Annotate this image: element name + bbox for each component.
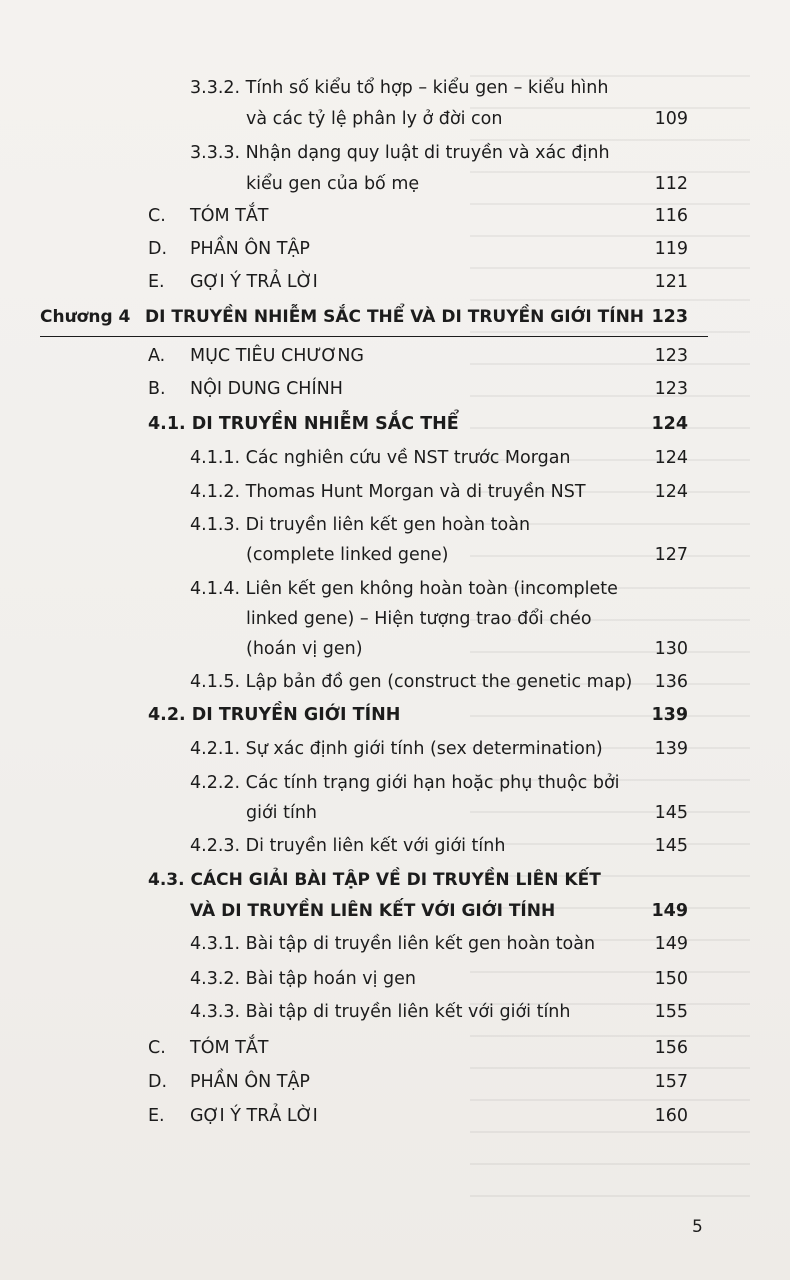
toc-entry-noi-dung: NỘI DUNG CHÍNH: [190, 379, 343, 399]
toc-entry-4-1-4-line2: linked gene) – Hiện tượng trao đổi chéo: [246, 609, 592, 629]
toc-page-c3-on-tap: 119: [654, 239, 688, 259]
toc-page-3-3-2: 109: [654, 109, 688, 129]
toc-page-4-1: 124: [651, 414, 688, 434]
toc-section-4-2: 4.2. DI TRUYỀN GIỚI TÍNH: [148, 705, 401, 725]
toc-entry-4-3-3: 4.3.3. Bài tập di truyền liên kết với giới tính: [190, 1002, 571, 1022]
toc-entry-4-2-2-line2: giới tính: [246, 803, 318, 823]
toc-entry-c3-goi-y: GỢI Ý TRẢ LỜI: [190, 272, 318, 292]
toc-entry-4-1-2: 4.1.2. Thomas Hunt Morgan và di truyền NST: [190, 482, 586, 502]
toc-page-4-1-3: 127: [654, 545, 688, 565]
toc-letter-c4-e: E.: [148, 1106, 165, 1126]
toc-entry-c3-tom-tat: TÓM TẮT: [190, 206, 269, 226]
toc-entry-4-1-3-line1: 4.1.3. Di truyền liên kết gen hoàn toàn: [190, 515, 531, 535]
toc-entry-3-3-3-line2: kiểu gen của bố mẹ: [246, 174, 420, 194]
chapter-4-title: DI TRUYỀN NHIỄM SẮC THỂ VÀ DI TRUYỀN GIỚI TÍNH: [145, 307, 645, 327]
toc-entry-3-3-3-line1: 3.3.3. Nhận dạng quy luật di truyền và xác định: [190, 143, 610, 163]
toc-page-c3-goi-y: 121: [654, 272, 688, 292]
toc-letter-c4-d: D.: [148, 1072, 168, 1092]
toc-page-4-3: 149: [651, 901, 688, 921]
toc-page-c4-on-tap: 157: [654, 1072, 688, 1092]
toc-entry-c4-tom-tat: TÓM TẮT: [190, 1038, 269, 1058]
toc-page-c4-tom-tat: 156: [654, 1038, 688, 1058]
toc-entry-c4-goi-y: GỢI Ý TRẢ LỜI: [190, 1106, 318, 1126]
toc-entry-3-3-2-line2: và các tỷ lệ phân ly ở đời con: [246, 109, 503, 129]
toc-entry-3-3-2-line1: 3.3.2. Tính số kiểu tổ hợp – kiểu gen – kiểu hình: [190, 78, 609, 98]
toc-letter-c3-c: C.: [148, 206, 166, 226]
toc-page-c4-goi-y: 160: [654, 1106, 688, 1126]
toc-page-3-3-3: 112: [654, 174, 688, 194]
toc-page-4-1-1: 124: [654, 448, 688, 468]
toc-entry-4-1-5: 4.1.5. Lập bản đồ gen (construct the genetic map): [190, 672, 633, 692]
toc-letter-c4-a: A.: [148, 346, 166, 366]
toc-letter-c3-e: E.: [148, 272, 165, 292]
toc-entry-c3-on-tap: PHẦN ÔN TẬP: [190, 239, 310, 259]
toc-page-4-3-1: 149: [654, 934, 688, 954]
toc-page-4-2-2: 145: [654, 803, 688, 823]
toc-entry-4-2-3: 4.2.3. Di truyền liên kết với giới tính: [190, 836, 506, 856]
toc-page-4-2-3: 145: [654, 836, 688, 856]
toc-page-noi-dung: 123: [654, 379, 688, 399]
chapter-4-label: Chương 4: [40, 307, 131, 327]
toc-page-4-2-1: 139: [654, 739, 688, 759]
toc-section-4-1: 4.1. DI TRUYỀN NHIỄM SẮC THỂ: [148, 414, 459, 434]
toc-page-4-1-5: 136: [654, 672, 688, 692]
toc-entry-4-1-4-line3: (hoán vị gen): [246, 639, 363, 659]
toc-entry-4-1-3-line2: (complete linked gene): [246, 545, 449, 565]
toc-entry-4-2-2-line1: 4.2.2. Các tính trạng giới hạn hoặc phụ thuộc bởi: [190, 773, 620, 793]
page-number: 5: [692, 1217, 703, 1237]
toc-section-4-3-line1: 4.3. CÁCH GIẢI BÀI TẬP VỀ DI TRUYỀN LIÊN KẾT: [148, 870, 601, 890]
toc-entry-c4-on-tap: PHẦN ÔN TẬP: [190, 1072, 310, 1092]
toc-entry-4-2-1: 4.2.1. Sự xác định giới tính (sex determination): [190, 739, 603, 759]
toc-page-4-3-3: 155: [654, 1002, 688, 1022]
toc-entry-4-3-2: 4.3.2. Bài tập hoán vị gen: [190, 969, 416, 989]
chapter-4-page: 123: [651, 307, 688, 327]
toc-section-4-3-line2: VÀ DI TRUYỀN LIÊN KẾT VỚI GIỚI TÍNH: [190, 901, 556, 921]
toc-letter-c3-d: D.: [148, 239, 168, 259]
toc-page-c3-tom-tat: 116: [654, 206, 688, 226]
toc-entry-muc-tieu: MỤC TIÊU CHƯƠNG: [190, 346, 364, 366]
toc-page-4-2: 139: [651, 705, 688, 725]
toc-page-4-3-2: 150: [654, 969, 688, 989]
toc-entry-4-1-4-line1: 4.1.4. Liên kết gen không hoàn toàn (incomplete: [190, 579, 618, 599]
toc-page-muc-tieu: 123: [654, 346, 688, 366]
toc-letter-c4-b: B.: [148, 379, 166, 399]
toc-entry-4-3-1: 4.3.1. Bài tập di truyền liên kết gen hoàn toàn: [190, 934, 596, 954]
toc-entry-4-1-1: 4.1.1. Các nghiên cứu về NST trước Morgan: [190, 448, 571, 468]
toc-letter-c4-c: C.: [148, 1038, 166, 1058]
chapter-divider-rule: [40, 336, 708, 337]
toc-page-4-1-2: 124: [654, 482, 688, 502]
toc-page-4-1-4: 130: [654, 639, 688, 659]
